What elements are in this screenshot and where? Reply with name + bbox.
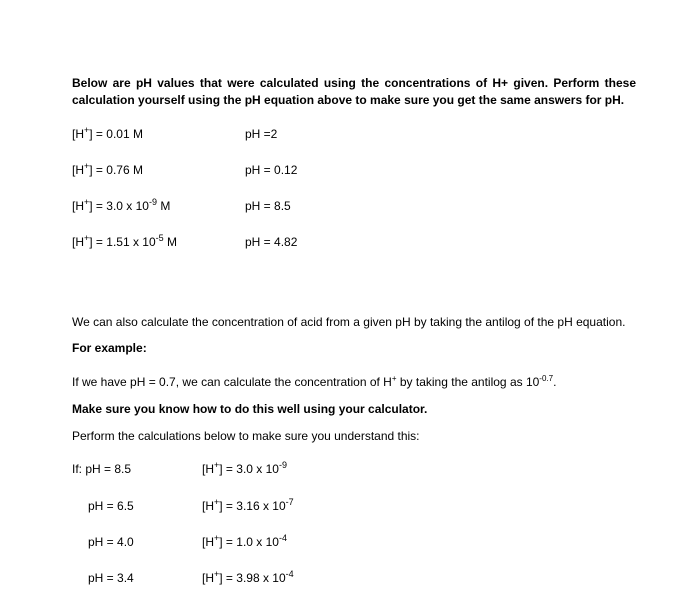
part1-ph-2: pH = 0.12 xyxy=(245,163,298,177)
example-sentence: If we have pH = 0.7, we can calculate the concentration of H+ by taking the antilog as $10^{-0.7}$. xyxy=(72,374,557,389)
perform-instructions: Perform the calculations below to make sure you understand this: xyxy=(72,429,420,443)
part1-concentration-4: [H+] = 1.51 x $10^{-5}$ M xyxy=(72,233,178,249)
part2-concentration-4: [H+] = 3.98 x $10^{-4}$ xyxy=(202,569,294,585)
part2-concentration-3: [H+] = 1.0 x $10^{-4}$ xyxy=(202,533,287,549)
part1-ph-3: pH = 8.5 xyxy=(245,199,291,213)
antilog-paragraph: We can also calculate the concentration of acid from a given pH by taking the antilog of the pH equation. xyxy=(72,315,626,329)
part2-concentration-1: [H+] = 3.0 x $10^{-9}$ xyxy=(202,460,287,476)
part2-concentration-2: [H+] = 3.16 x $10^{-7}$ xyxy=(202,497,294,513)
part2-ph-2: pH = 6.5 xyxy=(88,499,134,513)
part1-concentration-1: [H+] = 0.01 M xyxy=(72,125,143,141)
part2-ph-4: pH = 3.4 xyxy=(88,571,134,585)
calculator-note: Make sure you know how to do this well using your calculator. xyxy=(72,402,428,416)
part1-concentration-3: [H+] = 3.0 x $10^{-9}$ M xyxy=(72,197,171,213)
part1-ph-1: pH =2 xyxy=(245,127,278,141)
intro-paragraph: Below are pH values that were calculated using the concentrations of H+ given. Perform these calculation yourself using the pH equation above to make sure you get the same answers for pH. xyxy=(72,76,636,107)
part2-ph-3: pH = 4.0 xyxy=(88,535,134,549)
for-example-heading: For example: xyxy=(72,341,147,355)
part1-concentration-2: [H+] = 0.76 M xyxy=(72,161,143,177)
part2-ph-1: If: pH = 8.5 xyxy=(72,462,132,476)
part1-ph-4: pH = 4.82 xyxy=(245,235,298,249)
